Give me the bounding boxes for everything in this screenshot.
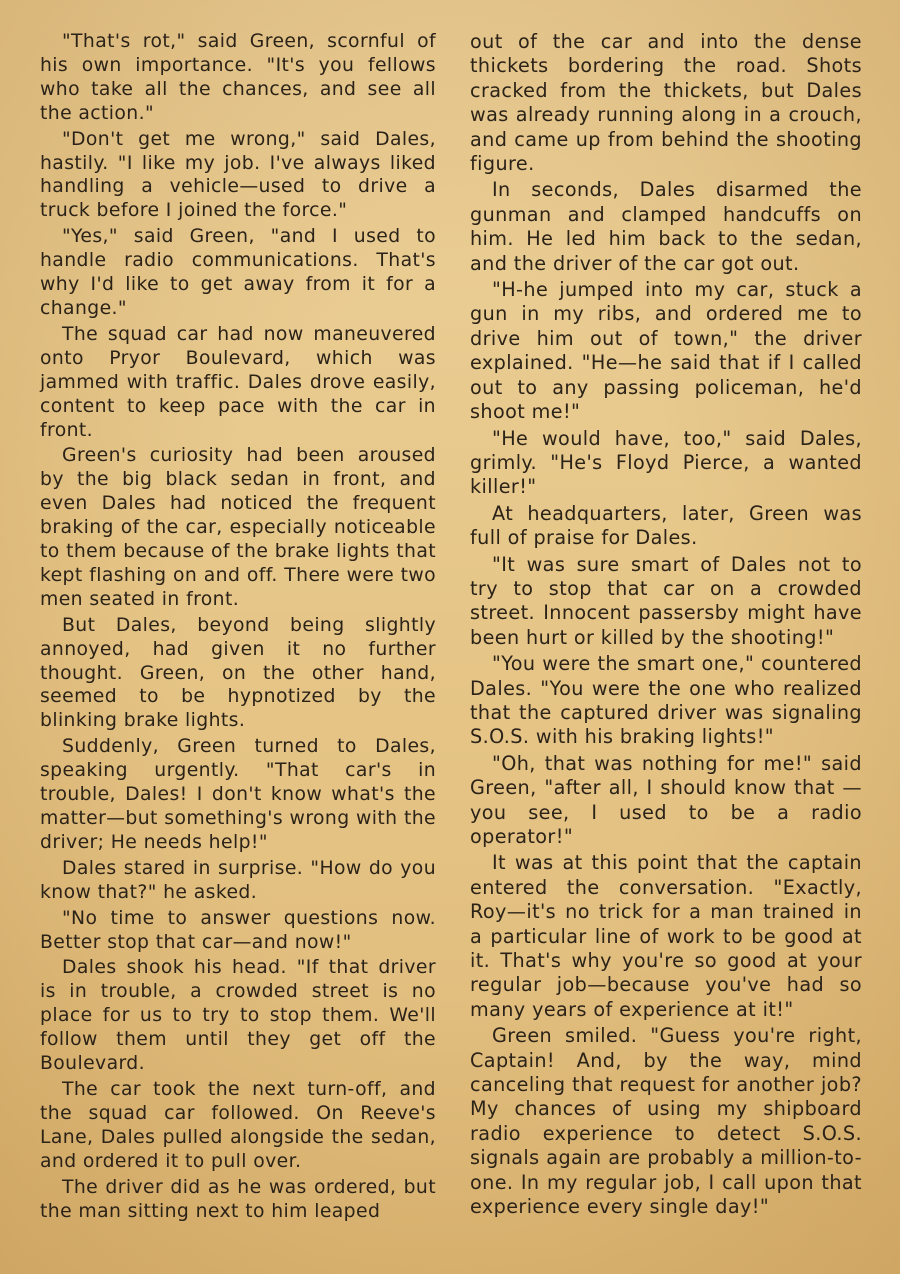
- paragraph: At headquarters, later, Green was full of praise for Dales.: [470, 501, 862, 550]
- paragraph: The car took the next turn-off, and the squad car followed. On Reeve's Lane, Dales pulled alongside the sedan, and ordered it to pull over.: [40, 1078, 436, 1172]
- paragraph: Suddenly, Green turned to Dales, speaking urgently. "That car's in trouble, Dales! I don't know what's the matter—but something's wrong with the driver; He needs help!": [40, 736, 436, 853]
- paragraph: "Yes," said Green, "and I used to handle radio communications. That's why I'd like to get away from it for a change.": [40, 226, 436, 319]
- paragraph: It was at this point that the captain entered the conversation. "Exactly, Roy—it's no trick for a man trained in a particular line of work to be good at it. That's why you're so good at your regular job—because you've had so many years of experience at it!": [470, 851, 862, 1021]
- paragraph: "Oh, that was nothing for me!" said Green, "after all, I should know that —you see, I used to be a radio operator!": [470, 751, 862, 848]
- right-text-column: [470, 30, 862, 1220]
- paragraph: Green's curiosity had been aroused by the big black sedan in front, and even Dales had noticed the frequent braking of the car, especially noticeable to them because of the brake lights that kept flashing on and off. There were two men seated in front.: [40, 445, 436, 610]
- paragraph: "You were the smart one," countered Dales. "You were the one who realized that the captured driver was signaling S.O.S. with his braking lights!": [470, 652, 862, 749]
- paragraph: The squad car had now maneuvered onto Pryor Boulevard, which was jammed with traffic. Dales drove easily, content to keep pace with the car in front.: [40, 323, 436, 441]
- paragraph: "No time to answer questions now. Better stop that car—and now!": [40, 907, 436, 953]
- paragraph: The driver did as he was ordered, but the man sitting next to him leaped: [40, 1176, 436, 1222]
- left-text-column: [40, 30, 436, 1223]
- paragraph: out of the car and into the dense thickets bordering the road. Shots cracked from the thickets, but Dales was already running along in a crouch, and came up from behind the shooting figure.: [470, 30, 862, 176]
- paragraph: "Don't get me wrong," said Dales, hastily. "I like my job. I've always liked handling a vehicle—used to drive a truck before I joined the force.": [40, 128, 436, 222]
- paragraph: Dales shook his head. "If that driver is in trouble, a crowded street is no place for us to try to stop them. We'll follow them until they get off the Boulevard.: [40, 957, 436, 1075]
- paragraph: Green smiled. "Guess you're right, Captain! And, by the way, mind canceling that request for another job? My chances of using my shipboard radio experience to detect S.O.S. signals again are probably a million-to-one. In my regular job, I call upon that experience every single day!": [470, 1024, 862, 1219]
- paragraph: "It was sure smart of Dales not to try to stop that car on a crowded street. Innocent passersby might have been hurt or killed by the shooting!": [470, 552, 862, 649]
- paragraph: "That's rot," said Green, scornful of his own importance. "It's you fellows who take all the chances, and see all the action.": [40, 31, 436, 124]
- paragraph: "H-he jumped into my car, stuck a gun in my ribs, and ordered me to drive him out of town," the driver explained. "He—he said that if I called out to any passing policeman, he'd shoot me!": [470, 278, 862, 424]
- paragraph: In seconds, Dales disarmed the gunman and clamped handcuffs on him. He led him back to the sedan, and the driver of the car got out.: [470, 178, 862, 275]
- paragraph: "He would have, too," said Dales, grimly. "He's Floyd Pierce, a wanted killer!": [470, 426, 862, 499]
- paragraph: Dales stared in surprise. "How do you know that?" he asked.: [40, 857, 436, 903]
- paragraph: But Dales, beyond being slightly annoyed, had given it no further thought. Green, on the other hand, seemed to be hypnotized by the blinking brake lights.: [40, 614, 436, 732]
